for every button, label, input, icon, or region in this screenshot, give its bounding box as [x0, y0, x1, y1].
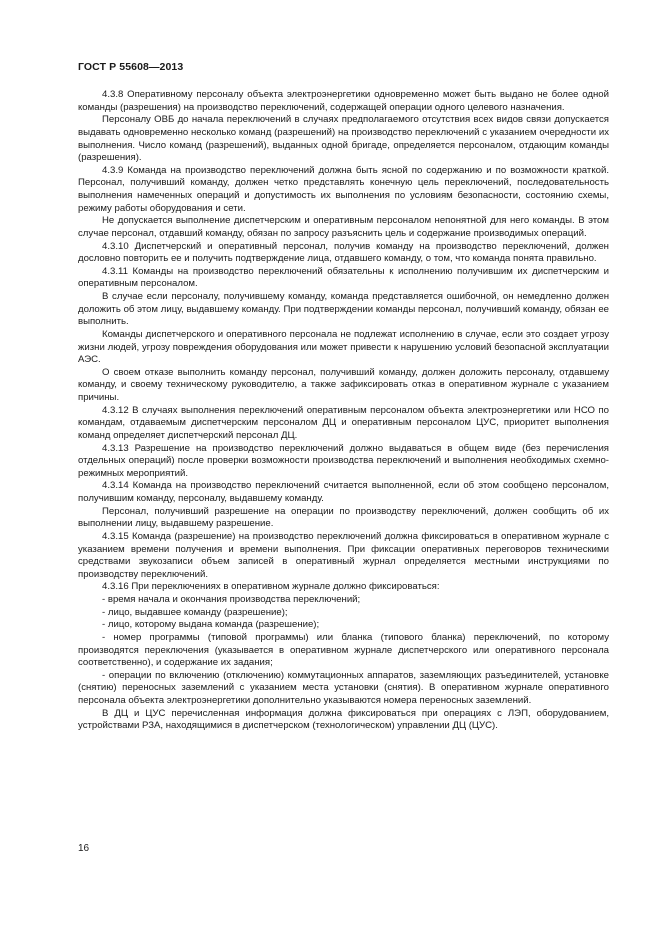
paragraph-4-3-8: 4.3.8 Оперативному персоналу объекта электроэнергетики одновременно может быть выдано не более одной команды (разрешения) на производство переключений, содержащей операции одного целевого назначения.: [78, 89, 609, 113]
paragraph-ovb-commands: Персоналу ОВБ до начала переключений в случаях предполагаемого отсутствия всех видов связи допускается выдавать одновременно несколько команд (разрешений) на производство переключений с указанием очередности их выполнения. Число команд (разрешений), выданных одной бригаде, определяется персоналом, отдающим команды (разрешения).: [78, 114, 609, 164]
paragraph-4-3-10: 4.3.10 Диспетчерский и оперативный персонал, получив команду на производство переключений, должен дословно повторить ее и получить подтверждение лица, отдавшего команду, о том, что команда понята правильно.: [78, 240, 609, 265]
paragraph-4-3-9: 4.3.9 Команда на производство переключений должна быть ясной по содержанию и по возможности краткой. Персонал, получивший команду, должен четко представлять конечную цель переключений, последовательность выполнения намеченных операций и допустимость их выполнения по условиям безопасности, состоянию схемы, режиму работы оборудования и сети.: [78, 164, 609, 214]
paragraph-not-executable: Команды диспетчерского и оперативного персонала не подлежат исполнению в случае, если это создает угрозу жизни людей, угрозу повреждения оборудования или может привести к нарушению условий безопасной эксплуатации АЭС.: [78, 328, 609, 366]
paragraph-4-3-12: 4.3.12 В случаях выполнения переключений оперативным персоналом объекта электроэнергетики или НСО по командам, отдаваемым диспетчерским персоналом ДЦ и оперативным персоналом ЦУС, приоритет выполнения команд определяет диспетчерский персонал ДЦ.: [78, 404, 609, 441]
paragraph-erroneous-command: В случае если персоналу, получившему команду, команда представляется ошибочной, он немедленно должен доложить об этом лицу, выдавшему команду. При подтверждении команды персонал, получивший команду, обязан ее выполнить.: [78, 291, 609, 328]
paragraph-refusal: О своем отказе выполнить команду персонал, получивший команду, должен доложить персоналу, отдавшему команду, и своему техническому руководителю, а также зафиксировать отказ в оперативном журнале с указанием причины.: [78, 366, 609, 403]
paragraph-4-3-13: 4.3.13 Разрешение на производство переключений должно выдаваться в общем виде (без перечисления отдельных операций) после проверки возможности производства переключений и выполнения необходимых схемно-режимных мероприятий.: [78, 442, 609, 479]
paragraph-4-3-11: 4.3.11 Команды на производство переключений обязательны к исполнению получившим их диспетчерским и оперативным персоналом.: [78, 265, 609, 290]
document-body: [78, 89, 609, 733]
standard-header: ГОСТ Р 55608—2013: [78, 61, 184, 73]
paragraph-4-3-15: 4.3.15 Команда (разрешение) на производство переключений должна фиксироваться в оперативном журнале с указанием времени получения и времени выполнения. При фиксации оперативных переговоров техническими средствами звукозаписи объем записей в оперативный журнал определяется местными инструкциями по производству переключений.: [78, 530, 609, 580]
paragraph-unclear-command: Не допускается выполнение диспетчерским и оперативным персоналом непонятной для него команды. В этом случае персонал, отдавший команду, обязан по запросу разъяснить цель и содержание производимых операций.: [78, 215, 609, 239]
list-item: - время начала и окончания производства переключений;: [102, 594, 361, 605]
list-item: - номер программы (типовой программы) или бланка (типового бланка) переключений, по которому производятся переключения (указывается в оперативном журнале диспетчерского или оперативного персонала соответственно), и содержание их задания;: [78, 631, 609, 669]
list-item: - лицо, выдавшее команду (разрешение);: [102, 606, 288, 618]
paragraph-4-3-16: 4.3.16 При переключениях в оперативном журнале должно фиксироваться:: [102, 581, 440, 593]
paragraph-4-3-14: 4.3.14 Команда на производство переключений считается выполненной, если об этом сообщено персоналом, получившим команду, персоналу, выдавшему команду.: [78, 480, 609, 504]
paragraph-dc-cus: В ДЦ и ЦУС перечисленная информация должна фиксироваться при операциях с ЛЭП, оборудованием, устройствами РЗА, находящимися в диспетчерском (технологическом) управлении ДЦ (ЦУС).: [78, 707, 609, 732]
list-item: - операции по включению (отключению) коммутационных аппаратов, заземляющих разъединителей, установке (снятию) переносных заземлений с указанием места установки (снятия). В оперативном журнале оперативного персонала объекта электроэнергетики дополнительно указываются номера переносных заземлений.: [78, 669, 609, 706]
list-item: - лицо, которому выдана команда (разрешение);: [102, 619, 320, 631]
page-number: 16: [78, 843, 90, 854]
paragraph-permission-report: Персонал, получивший разрешение на операции по производству переключений, должен сообщить об их выполнении лицу, выдавшему разрешение.: [78, 505, 609, 530]
